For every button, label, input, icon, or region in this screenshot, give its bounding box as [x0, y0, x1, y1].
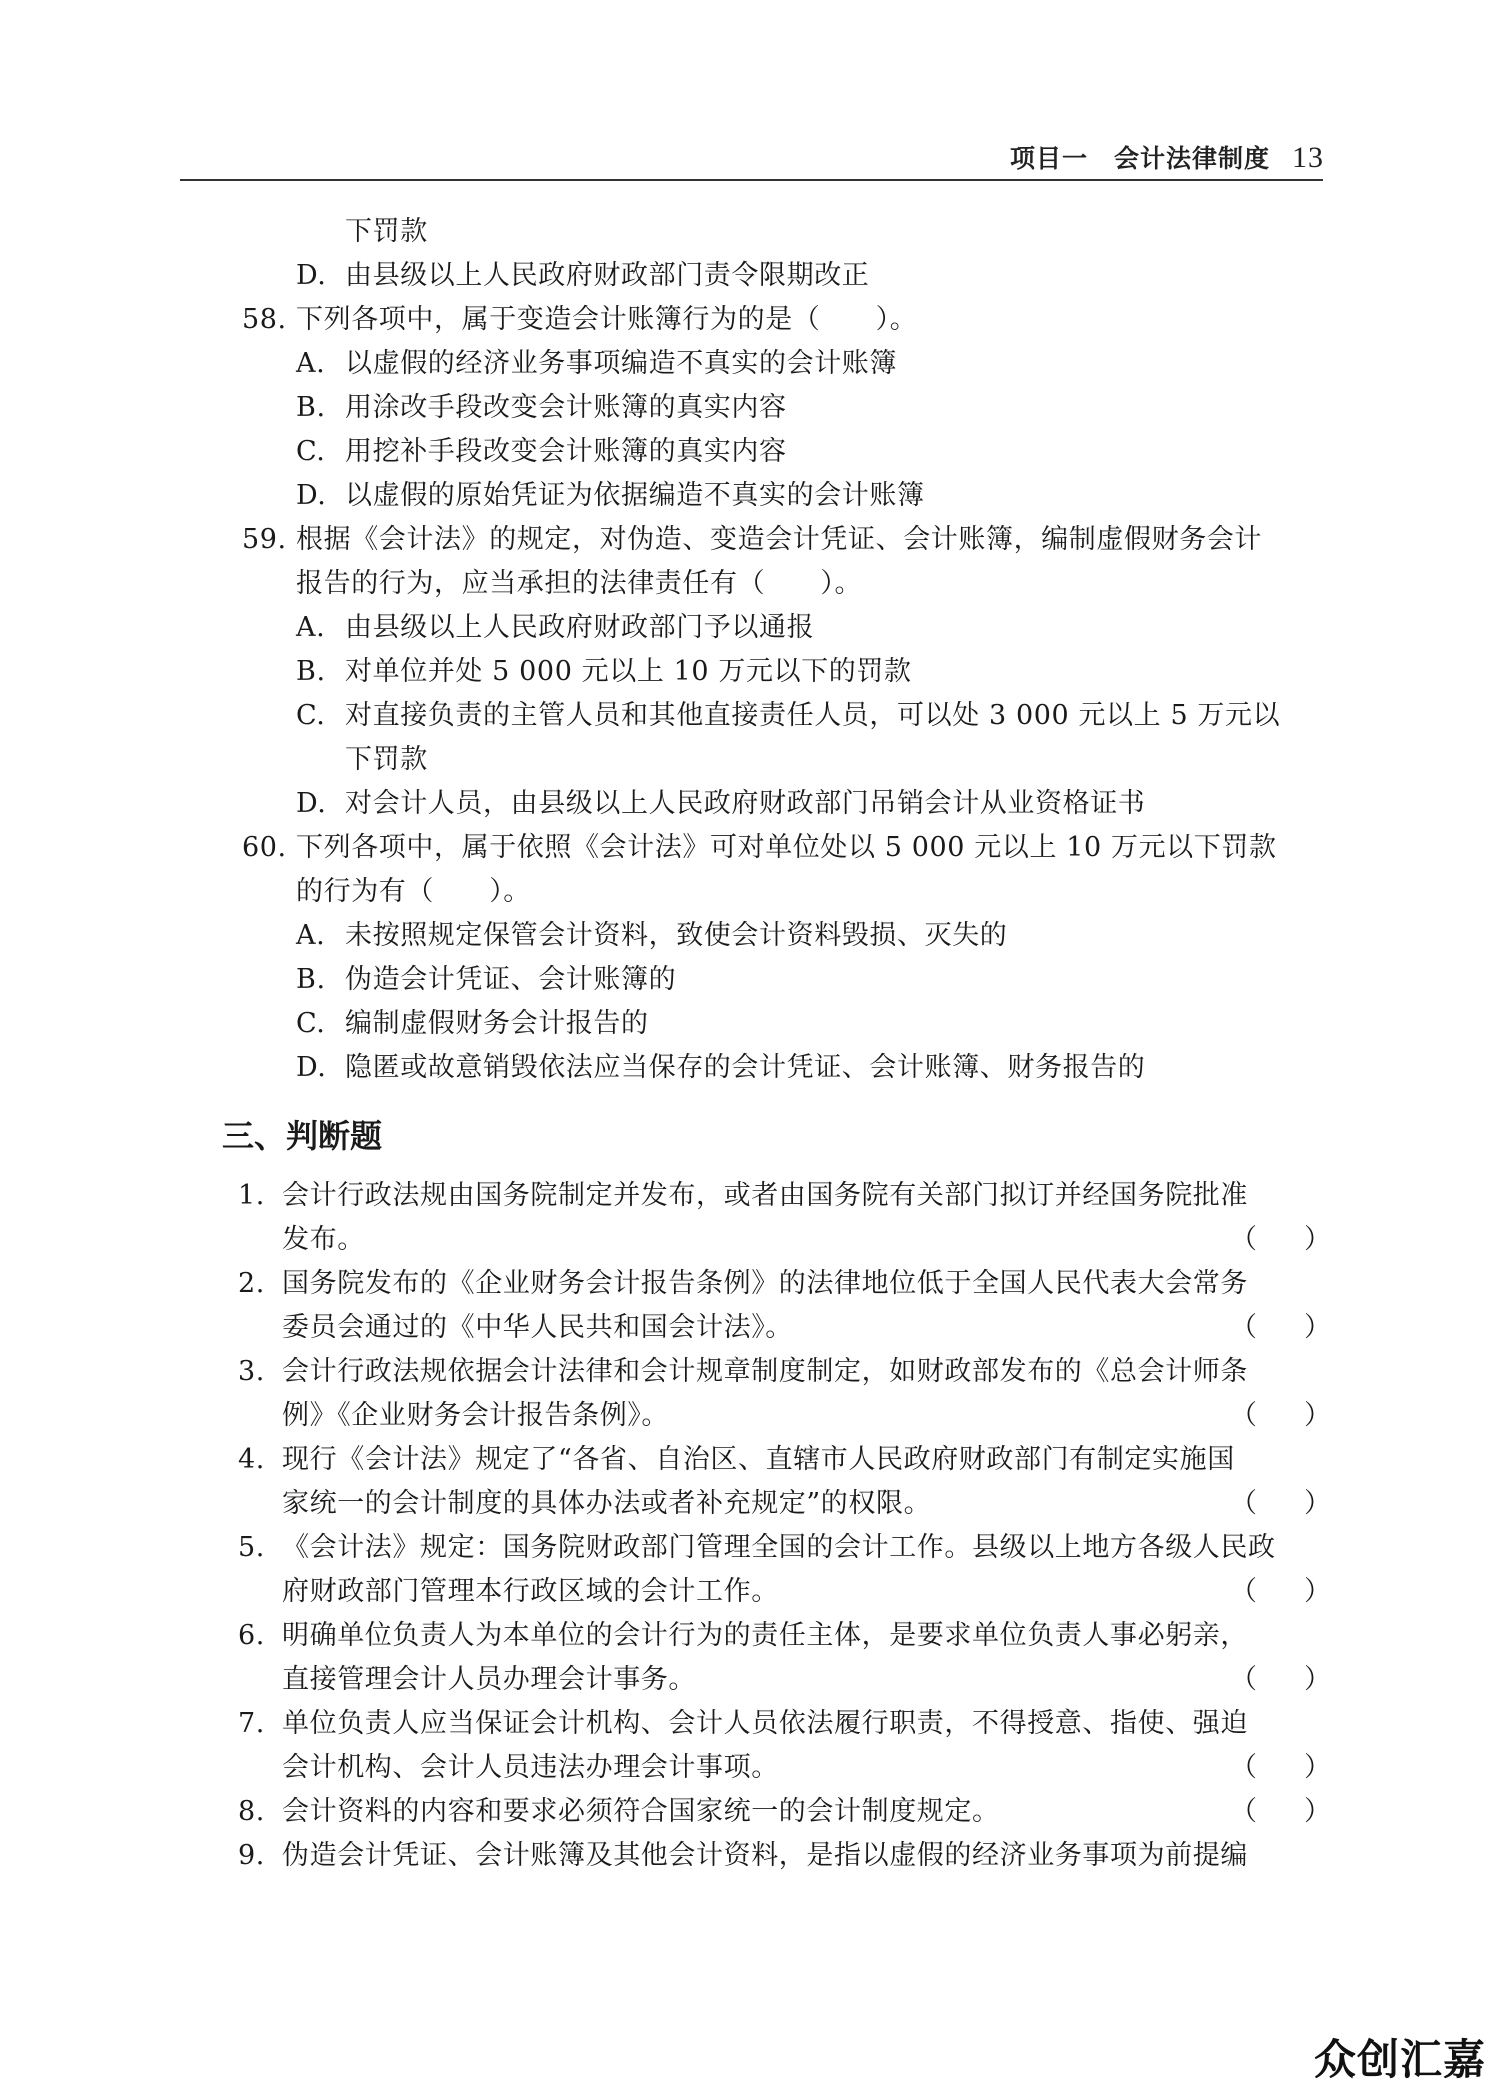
- question-line: [0, 518, 1504, 562]
- judgment-text: 会计资料的内容和要求必须符合国家统一的会计制度规定。: [282, 1796, 1000, 1827]
- judgment-line: [0, 1218, 1504, 1262]
- judgment-line: [0, 1350, 1504, 1394]
- judgment-number: 6.: [238, 1620, 265, 1651]
- answer-paren-close: ）: [1304, 1576, 1332, 1607]
- question-line: [0, 298, 1504, 342]
- judgment-line: [0, 1438, 1504, 1482]
- judgment-text: 伪造会计凭证、会计账簿及其他会计资料，是指以虚假的经济业务事项为前提编: [282, 1840, 1248, 1871]
- judgment-text: 现行《会计法》规定了“各省、自治区、直辖市人民政府财政部门有制定实施国: [282, 1444, 1235, 1475]
- answer-paren-close: ）: [1304, 1312, 1332, 1343]
- running-header: [1010, 139, 1324, 175]
- option-letter: C.: [296, 1008, 326, 1039]
- option-row: [0, 606, 1504, 650]
- option-row: [0, 474, 1504, 518]
- judgment-line: [0, 1614, 1504, 1658]
- option-letter: A.: [296, 348, 326, 379]
- judgment-line: [0, 1394, 1504, 1438]
- question-number: 59.: [242, 524, 287, 555]
- question-line: [0, 826, 1504, 870]
- judgment-line: [0, 1526, 1504, 1570]
- option-letter: D.: [296, 480, 327, 511]
- page-number: 13: [1292, 141, 1324, 174]
- judgment-number: 4.: [238, 1444, 265, 1475]
- true-false-questions: [0, 1174, 1504, 1878]
- section-title: [0, 1098, 1504, 1174]
- answer-paren-close: ）: [1304, 1488, 1332, 1519]
- judgment-line: [0, 1174, 1504, 1218]
- option-text: 由县级以上人民政府财政部门责令限期改正: [345, 260, 870, 291]
- answer-paren-close: ）: [1304, 1752, 1332, 1783]
- judgment-number: 8.: [238, 1796, 265, 1827]
- option-text: 对直接负责的主管人员和其他直接责任人员，可以处 3 000 元以上 5 万元以: [345, 700, 1281, 731]
- page-content: [0, 210, 1504, 1878]
- option-letter: D.: [296, 788, 327, 819]
- carry-over-line: [0, 210, 1504, 254]
- option-row: [0, 914, 1504, 958]
- judgment-number: 3.: [238, 1356, 265, 1387]
- judgment-text: 发布。: [282, 1224, 365, 1255]
- judgment-number: 7.: [238, 1708, 265, 1739]
- option-text: 用挖补手段改变会计账簿的真实内容: [345, 436, 787, 467]
- judgment-line: [0, 1262, 1504, 1306]
- question-line: [0, 870, 1504, 914]
- option-letter: A.: [296, 920, 326, 951]
- question-text: 的行为有（ ）。: [296, 876, 531, 907]
- answer-paren-close: ）: [1304, 1400, 1332, 1431]
- option-row: [0, 650, 1504, 694]
- multiple-choice-questions: [0, 298, 1504, 1090]
- judgment-line: [0, 1482, 1504, 1526]
- judgment-text: 家统一的会计制度的具体办法或者补充规定”的权限。: [282, 1488, 932, 1519]
- question-number: 58.: [242, 304, 287, 335]
- option-row: [0, 342, 1504, 386]
- option-row: [0, 782, 1504, 826]
- option-row: [0, 386, 1504, 430]
- option-text: 用涂改手段改变会计账簿的真实内容: [345, 392, 787, 423]
- judgment-line: [0, 1306, 1504, 1350]
- judgment-text: 委员会通过的《中华人民共和国会计法》。: [282, 1312, 793, 1343]
- option-text: 以虚假的原始凭证为依据编造不真实的会计账簿: [345, 480, 925, 511]
- option-letter: B.: [296, 392, 326, 423]
- answer-paren-open: （: [1230, 1796, 1258, 1827]
- section-title-text: 三、判断题: [222, 1117, 383, 1155]
- question-number: 60.: [242, 832, 287, 863]
- option-text: 伪造会计凭证、会计账簿的: [345, 964, 677, 995]
- judgment-text: 府财政部门管理本行政区域的会计工作。: [282, 1576, 779, 1607]
- judgment-text: 会计行政法规依据会计法律和会计规章制度制定，如财政部发布的《总会计师条: [282, 1356, 1248, 1387]
- answer-paren-open: （: [1230, 1664, 1258, 1695]
- watermark-logo: 众创汇嘉: [1313, 2035, 1486, 2084]
- chapter-title: 会计法律制度: [1113, 144, 1270, 173]
- judgment-number: 5.: [238, 1532, 265, 1563]
- question-text: 下列各项中，属于变造会计账簿行为的是（ ）。: [296, 304, 918, 335]
- option-letter: C.: [296, 436, 326, 467]
- header-rule: [180, 179, 1323, 181]
- judgment-text: 会计机构、会计人员违法办理会计事项。: [282, 1752, 779, 1783]
- option-row: [0, 738, 1504, 782]
- answer-paren-open: （: [1230, 1312, 1258, 1343]
- answer-paren-open: （: [1230, 1752, 1258, 1783]
- option-row: [0, 1046, 1504, 1090]
- answer-paren-close: ）: [1304, 1664, 1332, 1695]
- judgment-text: 单位负责人应当保证会计机构、会计人员依法履行职责，不得授意、指使、强迫: [282, 1708, 1248, 1739]
- judgment-text: 明确单位负责人为本单位的会计行为的责任主体，是要求单位负责人事必躬亲，: [282, 1620, 1248, 1651]
- continued-text: 下罚款: [345, 216, 428, 247]
- option-letter: D.: [296, 260, 327, 291]
- judgment-text: 例》《企业财务会计报告条例》。: [282, 1400, 669, 1431]
- option-letter: B.: [296, 656, 326, 687]
- answer-paren-close: ）: [1304, 1796, 1332, 1827]
- judgment-text: 《会计法》规定：国务院财政部门管理全国的会计工作。县级以上地方各级人民政: [282, 1532, 1276, 1563]
- answer-paren-open: （: [1230, 1488, 1258, 1519]
- option-text: 以虚假的经济业务事项编造不真实的会计账簿: [345, 348, 897, 379]
- judgment-line: [0, 1834, 1504, 1878]
- judgment-line: [0, 1702, 1504, 1746]
- option-text: 下罚款: [345, 744, 428, 775]
- judgment-line: [0, 1746, 1504, 1790]
- chapter-label: 项目一: [1009, 144, 1088, 173]
- judgment-number: 9.: [238, 1840, 265, 1871]
- question-text: 下列各项中，属于依照《会计法》可对单位处以 5 000 元以上 10 万元以下罚款: [296, 832, 1277, 863]
- option-row: [0, 958, 1504, 1002]
- option-text: 编制虚假财务会计报告的: [345, 1008, 649, 1039]
- question-line: [0, 562, 1504, 606]
- option-letter: B.: [296, 964, 326, 995]
- judgment-number: 1.: [238, 1180, 265, 1211]
- option-row: [0, 430, 1504, 474]
- judgment-text: 会计行政法规由国务院制定并发布，或者由国务院有关部门拟订并经国务院批准: [282, 1180, 1248, 1211]
- option-letter: C.: [296, 700, 326, 731]
- judgment-line: [0, 1790, 1504, 1834]
- judgment-number: 2.: [238, 1268, 265, 1299]
- option-text: 隐匿或故意销毁依法应当保存的会计凭证、会计账簿、财务报告的: [345, 1052, 1146, 1083]
- option-row: [0, 1002, 1504, 1046]
- option-text: 由县级以上人民政府财政部门予以通报: [345, 612, 815, 643]
- answer-paren-open: （: [1230, 1576, 1258, 1607]
- option-text: 对单位并处 5 000 元以上 10 万元以下的罚款: [345, 656, 912, 687]
- question-text: 根据《会计法》的规定，对伪造、变造会计凭证、会计账簿，编制虚假财务会计: [296, 524, 1262, 555]
- option-text: 对会计人员，由县级以上人民政府财政部门吊销会计从业资格证书: [345, 788, 1146, 819]
- option-letter: A.: [296, 612, 326, 643]
- answer-paren-open: （: [1230, 1400, 1258, 1431]
- answer-paren-close: ）: [1304, 1224, 1332, 1255]
- judgment-text: 直接管理会计人员办理会计事务。: [282, 1664, 696, 1695]
- option-row: [0, 694, 1504, 738]
- question-text: 报告的行为，应当承担的法律责任有（ ）。: [296, 568, 863, 599]
- option-letter: D.: [296, 1052, 327, 1083]
- option-text: 未按照规定保管会计资料，致使会计资料毁损、灭失的: [345, 920, 1008, 951]
- judgment-line: [0, 1570, 1504, 1614]
- judgment-text: 国务院发布的《企业财务会计报告条例》的法律地位低于全国人民代表大会常务: [282, 1268, 1248, 1299]
- judgment-line: [0, 1658, 1504, 1702]
- option-row: [0, 254, 1504, 298]
- answer-paren-open: （: [1230, 1224, 1258, 1255]
